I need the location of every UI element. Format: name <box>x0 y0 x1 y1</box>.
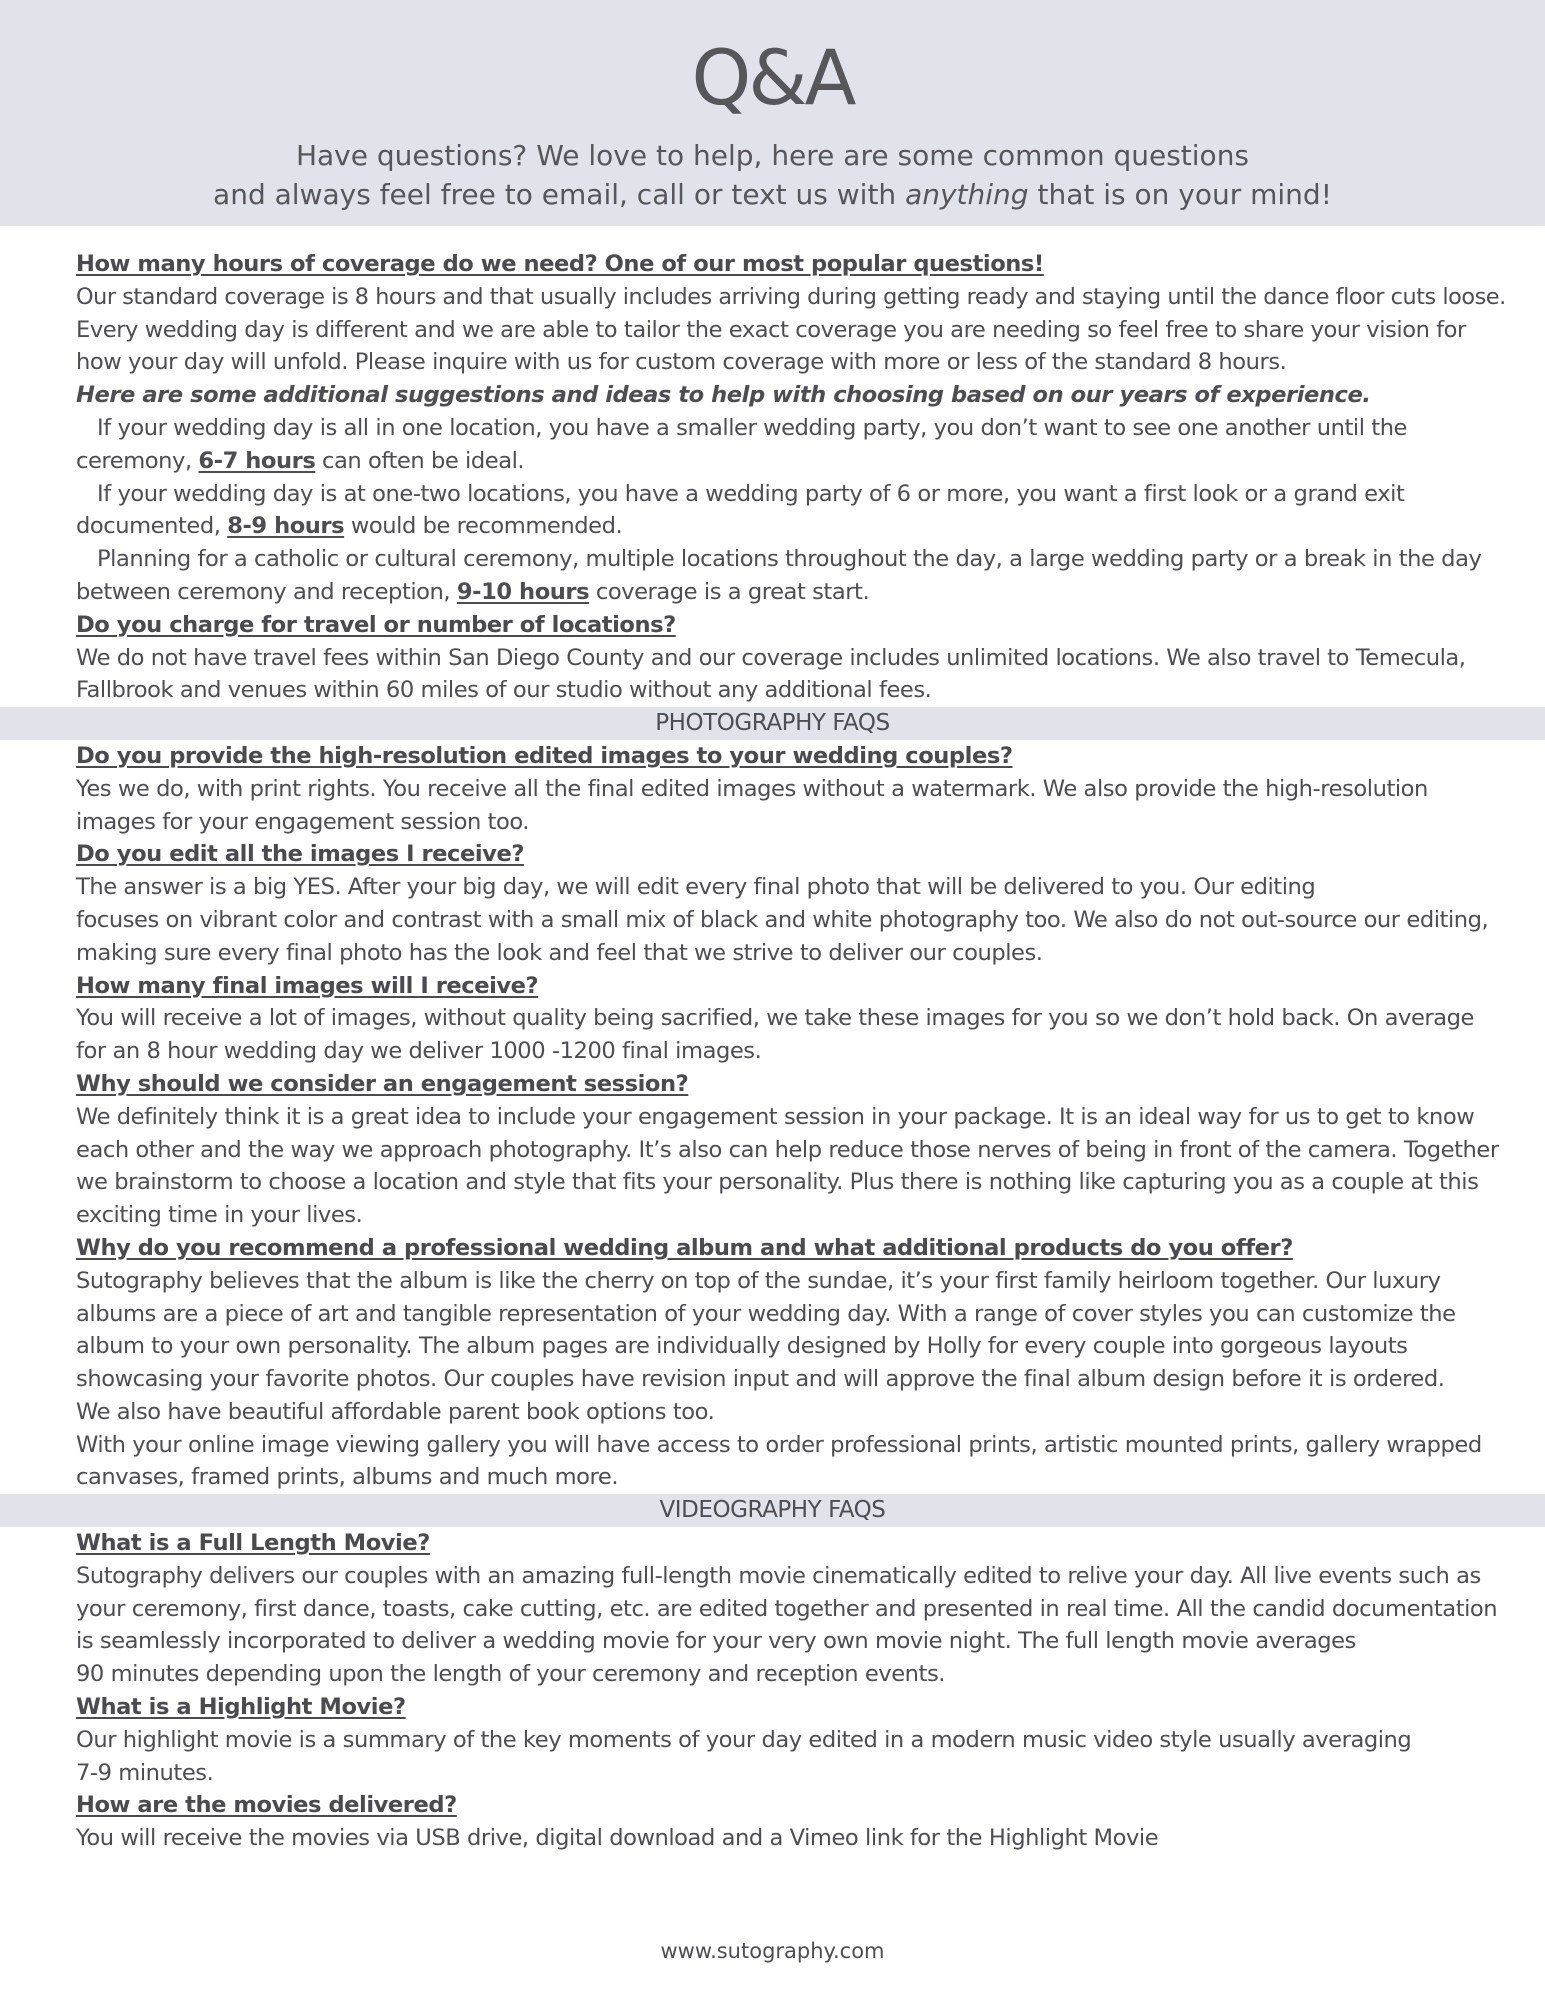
answer-line: your ceremony, first dance, toasts, cake cutting, etc. are edited together and presented in real time. All the candid documentation <box>76 1595 1498 1622</box>
answer-line: We do not have travel fees within San Diego County and our coverage includes unlimited locations. We also travel to Temecula, <box>76 644 1466 671</box>
answer-line: Fallbrook and venues within 60 miles of our studio without any additional fees. <box>76 677 932 704</box>
answer-line: You will receive a lot of images, without quality being sacrified, we take these images for you so we don’t hold back. On average <box>76 1005 1474 1032</box>
answer-line: how your day will unfold. Please inquire with us for custom coverage with more or less of the standard 8 hours. <box>76 349 1287 376</box>
answer-text: ceremony, <box>76 447 199 474</box>
section-heading-photography: PHOTOGRAPHY FAQS <box>0 707 1545 740</box>
subtitle-emphasis: anything <box>905 178 1029 211</box>
answer-line: showcasing your favorite photos. Our couples have revision input and will approve the final album design before it is ordered. <box>76 1366 1445 1393</box>
page-title: Q&A <box>691 33 854 122</box>
answer-text: between ceremony and reception, <box>76 578 457 605</box>
answer-line: You will receive the movies via USB drive, digital download and a Vimeo link for the Highlight Movie <box>76 1825 1159 1852</box>
answer-line: If your wedding day is at one-two locations, you have a wedding party of 6 or more, you want a first look or a grand exit <box>97 480 1405 507</box>
answer-line: We also have beautiful affordable parent book options too. <box>76 1398 715 1425</box>
answer-text: coverage is a great start. <box>589 578 870 605</box>
answer-line: images for your engagement session too. <box>76 808 530 835</box>
hours-highlight: 9-10 hours <box>456 578 590 605</box>
answer-line: Sutography believes that the album is like the cherry on top of the sundae, it’s your first family heirloom together. Our luxury <box>76 1267 1441 1294</box>
question-highlight-movie: What is a Highlight Movie? <box>76 1694 406 1721</box>
answer-line: With your online image viewing gallery you will have access to order professional prints, artistic mounted prints, gallery wrapped <box>76 1431 1482 1458</box>
answer-line: canvases, framed prints, albums and much more. <box>76 1464 619 1491</box>
answer-line: is seamlessly incorporated to deliver a wedding movie for your very own movie night. The full length movie averages <box>76 1628 1356 1655</box>
answer-text: would be recommended. <box>344 513 623 540</box>
question-travel: Do you charge for travel or number of locations? <box>76 611 676 638</box>
answer-line: 90 minutes depending upon the length of your ceremony and reception events. <box>76 1661 946 1688</box>
hours-highlight: 6-7 hours <box>198 447 316 474</box>
answer-line: We definitely think it is a great idea to include your engagement session in your package. It is an ideal way for us to get to know <box>76 1103 1475 1130</box>
answer-line <box>76 445 1506 478</box>
question-high-resolution: Do you provide the high-resolution edited images to your wedding couples? <box>76 742 1013 769</box>
answer-text: can often be ideal. <box>315 447 525 474</box>
answer-line: making sure every final photo has the look and feel that we strive to deliver our couples. <box>76 939 1043 966</box>
suggestions-intro: Here are some additional suggestions and ideas to help with choosing based on our years of experience. <box>76 382 1371 409</box>
subtitle-line-1: Have questions? We love to help, here are some common questions <box>295 139 1250 172</box>
answer-line <box>76 510 1506 543</box>
answer-line: Sutography delivers our couples with an amazing full-length movie cinematically edited to relive your day. All live events such as <box>76 1562 1481 1589</box>
question-movies-delivered: How are the movies delivered? <box>76 1792 457 1819</box>
answer-line: Yes we do, with print rights. You receive all the final edited images without a watermark. We also provide the high-resolution <box>76 775 1428 802</box>
question-edit-images: Do you edit all the images I receive? <box>76 841 524 868</box>
answer-text: documented, <box>76 513 228 540</box>
answer-line: we brainstorm to choose a location and style that fits your personality. Plus there is nothing like capturing you as a couple at this <box>76 1169 1479 1196</box>
question-full-length-movie: What is a Full Length Movie? <box>76 1530 430 1557</box>
answer-line: Every wedding day is different and we are able to tailor the exact coverage you are needing so feel free to share your vision for <box>76 316 1466 343</box>
question-hours-coverage: How many hours of coverage do we need? One of our most popular questions! <box>76 251 1044 277</box>
page-subtitle <box>0 136 1545 214</box>
answer-line: album to your own personality. The album pages are individually designed by Holly for every couple into gorgeous layouts <box>76 1333 1408 1360</box>
answer-line <box>76 576 1506 609</box>
hours-highlight: 8-9 hours <box>227 513 345 540</box>
subtitle-text: that is on your mind! <box>1028 178 1332 211</box>
header-band <box>0 0 1545 226</box>
question-wedding-album: Why do you recommend a professional wedding album and what additional products do you offer? <box>76 1234 1293 1261</box>
footer-url: www.sutography.com <box>660 1939 885 1963</box>
answer-line: The answer is a big YES. After your big day, we will edit every final photo that will be delivered to you. Our editing <box>76 874 1316 901</box>
answer-line: Our standard coverage is 8 hours and that usually includes arriving during getting ready and staying until the dance floor cuts loose. <box>76 283 1506 310</box>
answer-line: 7-9 minutes. <box>76 1759 214 1786</box>
answer-line: Our highlight movie is a summary of the key moments of your day edited in a modern music video style usually averaging <box>76 1726 1412 1753</box>
question-final-images: How many final images will I receive? <box>76 972 539 999</box>
answer-line: If your wedding day is all in one location, you have a smaller wedding party, you don’t want to see one another until the <box>97 414 1408 441</box>
answer-line: exciting time in your lives. <box>76 1202 363 1229</box>
answer-line: albums are a piece of art and tangible representation of your wedding day. With a range of cover styles you can customize the <box>76 1300 1456 1327</box>
subtitle-text: and always feel free to email, call or text us with <box>213 178 906 211</box>
question-engagement-session: Why should we consider an engagement session? <box>76 1070 689 1097</box>
answer-line: for an 8 hour wedding day we deliver 1000 -1200 final images. <box>76 1038 762 1065</box>
subtitle-line-2 <box>0 175 1545 214</box>
answer-line: Planning for a catholic or cultural ceremony, multiple locations throughout the day, a large wedding party or a break in the day <box>97 546 1482 573</box>
qa-content <box>76 248 1506 1855</box>
answer-line: focuses on vibrant color and contrast with a small mix of black and white photography too. We also do not out-source our editing, <box>76 906 1489 933</box>
section-heading-videography: VIDEOGRAPHY FAQS <box>0 1494 1545 1527</box>
answer-line: each other and the way we approach photography. It’s also can help reduce those nerves of being in front of the camera. Together <box>76 1136 1499 1163</box>
